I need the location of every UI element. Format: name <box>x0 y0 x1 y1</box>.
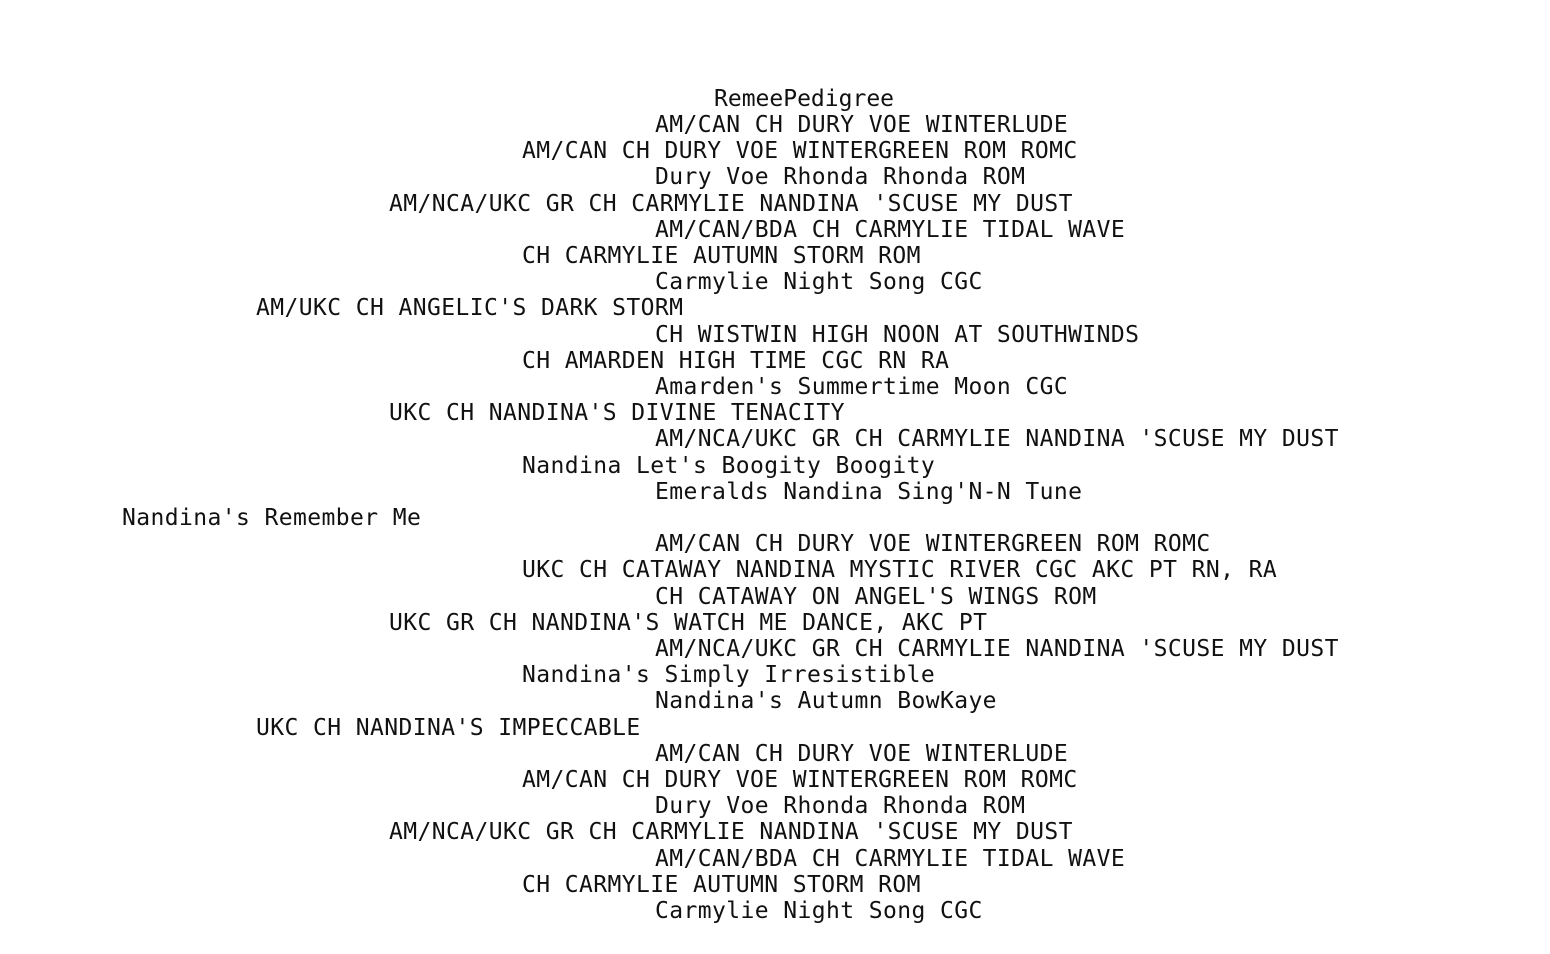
pedigree-entry: CH CATAWAY ON ANGEL'S WINGS ROM <box>655 583 1097 610</box>
pedigree-entry: Emeralds Nandina Sing'N-N Tune <box>655 478 1083 505</box>
pedigree-entry: Nandina's Remember Me <box>122 505 422 531</box>
pedigree-entry: AM/CAN CH DURY VOE WINTERGREEN ROM ROMC <box>655 531 1211 558</box>
pedigree-entry: UKC CH NANDINA'S DIVINE TENACITY <box>389 400 845 427</box>
pedigree-entry: UKC CH NANDINA'S IMPECCABLE <box>256 714 641 741</box>
pedigree-entry: AM/NCA/UKC GR CH CARMYLIE NANDINA 'SCUSE MY DUST <box>655 636 1339 662</box>
pedigree-entry: AM/CAN/BDA CH CARMYLIE TIDAL WAVE <box>655 216 1126 243</box>
pedigree-entry: AM/CAN CH DURY VOE WINTERLUDE <box>655 740 1069 767</box>
pedigree-entry: CH WISTWIN HIGH NOON AT SOUTHWINDS <box>655 321 1140 348</box>
pedigree-entry: AM/CAN/BDA CH CARMYLIE TIDAL WAVE <box>655 845 1126 872</box>
pedigree-entry: AM/NCA/UKC GR CH CARMYLIE NANDINA 'SCUSE MY DUST <box>389 190 1073 217</box>
pedigree-entry: AM/CAN CH DURY VOE WINTERLUDE <box>655 112 1069 138</box>
pedigree-entry: AM/CAN CH DURY VOE WINTERGREEN ROM ROMC <box>522 767 1078 793</box>
pedigree-entry: AM/CAN CH DURY VOE WINTERGREEN ROM ROMC <box>522 138 1078 165</box>
document-title: RemeePedigree <box>714 86 895 112</box>
pedigree-entry: Carmylie Night Song CGC <box>655 898 983 924</box>
pedigree-entry: CH AMARDEN HIGH TIME CGC RN RA <box>522 347 950 374</box>
pedigree-entry: AM/NCA/UKC GR CH CARMYLIE NANDINA 'SCUSE MY DUST <box>389 819 1073 846</box>
pedigree-entry: Amarden's Summertime Moon CGC <box>655 374 1069 400</box>
pedigree-entry: Nandina's Autumn BowKaye <box>655 688 997 715</box>
pedigree-entry: Nandina's Simply Irresistible <box>522 662 936 689</box>
pedigree-entry: AM/NCA/UKC GR CH CARMYLIE NANDINA 'SCUSE MY DUST <box>655 426 1339 453</box>
pedigree-entry: CH CARMYLIE AUTUMN STORM ROM <box>522 871 921 898</box>
pedigree-entry: UKC CH CATAWAY NANDINA MYSTIC RIVER CGC AKC PT RN, RA <box>522 557 1278 584</box>
pedigree-entry: Dury Voe Rhonda Rhonda ROM <box>655 164 1026 191</box>
pedigree-entry: Dury Voe Rhonda Rhonda ROM <box>655 793 1026 820</box>
pedigree-entry: AM/UKC CH ANGELIC'S DARK STORM <box>256 295 684 322</box>
pedigree-entry: CH CARMYLIE AUTUMN STORM ROM <box>522 243 921 269</box>
pedigree-entry: Nandina Let's Boogity Boogity <box>522 452 936 479</box>
pedigree-entry: UKC GR CH NANDINA'S WATCH ME DANCE, AKC PT <box>389 609 988 636</box>
pedigree-entry: Carmylie Night Song CGC <box>655 269 983 296</box>
